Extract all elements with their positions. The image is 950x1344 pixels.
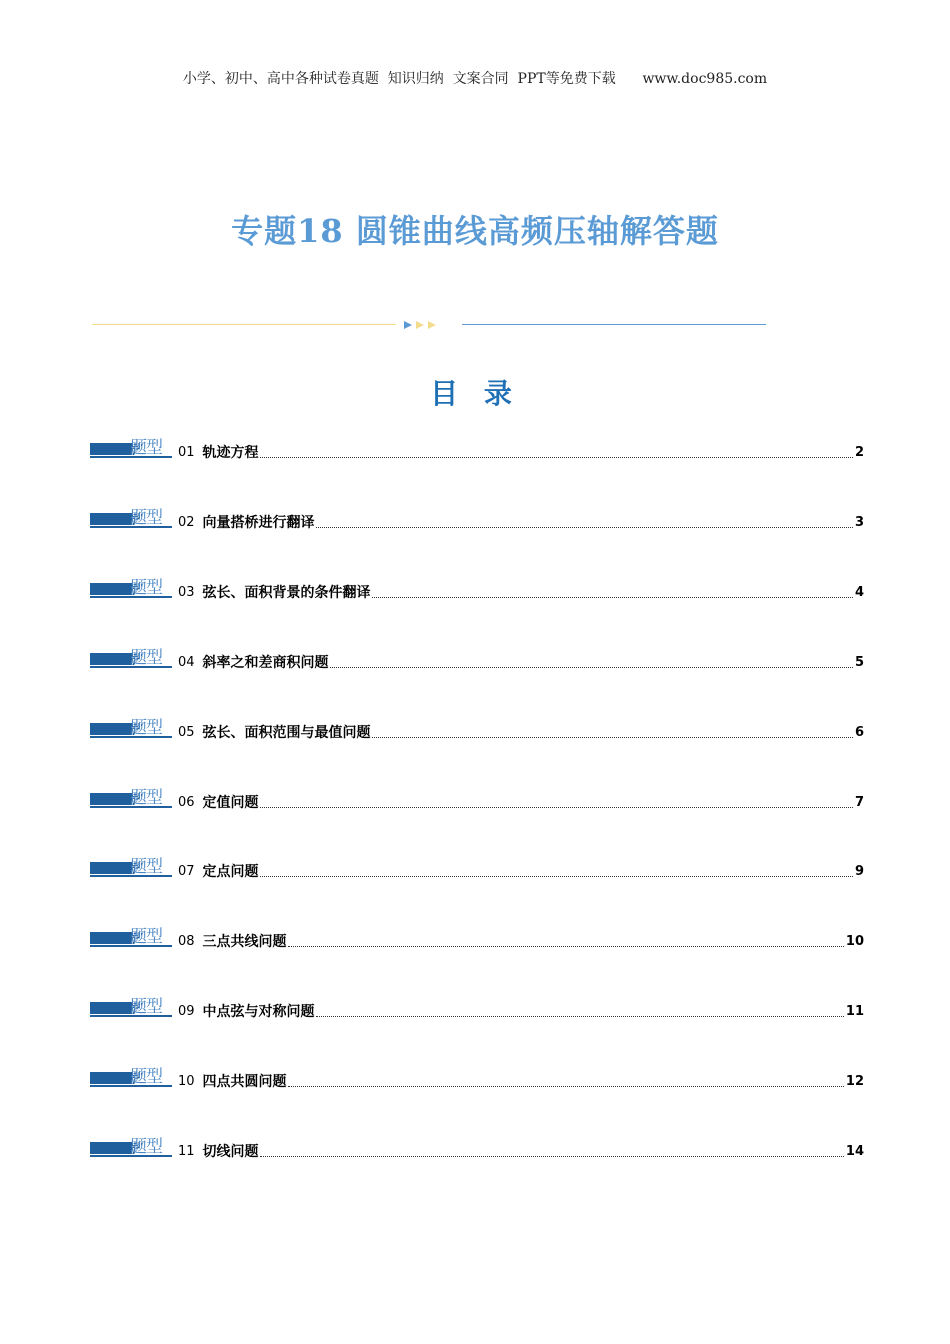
toc-entry-page: 5: [854, 655, 864, 670]
toc-entry-number: 01: [178, 445, 195, 460]
toc-entry-label: 定值问题: [202, 795, 259, 811]
question-type-badge-icon: [90, 787, 172, 811]
toc-entry-label: 定点问题: [202, 864, 259, 880]
toc-entry[interactable]: [90, 856, 864, 880]
toc-dot-leader: [316, 1015, 844, 1017]
toc-entry[interactable]: [90, 787, 864, 811]
question-type-badge-icon: [90, 996, 172, 1020]
badge-bar: [90, 1142, 134, 1154]
question-type-badge-icon: [90, 507, 172, 531]
toc-entry-page: 9: [854, 864, 864, 879]
question-type-badge-icon: [90, 926, 172, 950]
question-type-badge-icon: [90, 856, 172, 880]
badge-text: 题型: [130, 857, 162, 877]
toc-dot-leader: [330, 666, 853, 668]
toc-entry-page: 4: [854, 585, 864, 600]
toc-entry-label: 弦长、面积背景的条件翻译: [202, 585, 371, 601]
toc-entry[interactable]: [90, 926, 864, 950]
toc-entry[interactable]: [90, 1136, 864, 1160]
badge-bar: [90, 1002, 134, 1014]
toc-dot-leader: [260, 1155, 844, 1157]
toc-entry-number: 09: [178, 1004, 195, 1019]
badge-bar: [90, 583, 134, 595]
toc-dot-leader: [260, 875, 853, 877]
toc-entry-page: 6: [854, 725, 864, 740]
toc-entry-page: 14: [845, 1144, 864, 1159]
toc-entry-page: 11: [845, 1004, 864, 1019]
badge-text: 题型: [130, 438, 162, 458]
badge-bar: [90, 793, 134, 805]
badge-bar: [90, 862, 134, 874]
toc-dot-leader: [288, 945, 844, 947]
triple-arrow-icon: [402, 318, 442, 332]
badge-text: 题型: [130, 718, 162, 738]
toc-entry[interactable]: [90, 647, 864, 671]
badge-bar: [90, 653, 134, 665]
divider-right-line: [462, 324, 766, 325]
toc-entry[interactable]: [90, 1066, 864, 1090]
badge-text: 题型: [130, 1067, 162, 1087]
toc-entry[interactable]: [90, 717, 864, 741]
badge-text: 题型: [130, 997, 162, 1017]
toc-dot-leader: [316, 526, 853, 528]
toc-entry-page: 10: [845, 934, 864, 949]
toc-entry-number: 04: [178, 655, 195, 670]
toc-dot-leader: [288, 1085, 844, 1087]
toc-entry-number: 02: [178, 515, 195, 530]
toc-entry-number: 05: [178, 725, 195, 740]
toc-entry[interactable]: [90, 996, 864, 1020]
divider-left-line: [92, 324, 396, 325]
toc-entry-number: 07: [178, 864, 195, 879]
page-header: 小学、初中、高中各种试卷真题 知识归纳 文案合同 PPT等免费下载 www.doc985.com: [182, 71, 768, 87]
question-type-badge-icon: [90, 1136, 172, 1160]
toc-heading: 目 录: [430, 377, 520, 410]
toc-entry[interactable]: [90, 437, 864, 461]
badge-bar: [90, 513, 134, 525]
question-type-badge-icon: [90, 577, 172, 601]
badge-text: 题型: [130, 1137, 162, 1157]
badge-text: 题型: [130, 648, 162, 668]
toc-entry-number: 03: [178, 585, 195, 600]
toc-entry-label: 四点共圆问题: [202, 1074, 287, 1090]
toc-entry-page: 12: [845, 1074, 864, 1089]
toc-entry-label: 三点共线问题: [202, 934, 287, 950]
question-type-badge-icon: [90, 1066, 172, 1090]
toc-entry-page: 3: [854, 515, 864, 530]
toc-entry-number: 08: [178, 934, 195, 949]
toc-entry-number: 10: [178, 1074, 195, 1089]
badge-text: 题型: [130, 578, 162, 598]
badge-bar: [90, 1072, 134, 1084]
badge-bar: [90, 723, 134, 735]
document-title: 专题18 圆锥曲线高频压轴解答题: [231, 212, 719, 250]
question-type-badge-icon: [90, 717, 172, 741]
badge-text: 题型: [130, 508, 162, 528]
toc-entry-label: 弦长、面积范围与最值问题: [202, 725, 371, 741]
toc-entry[interactable]: [90, 577, 864, 601]
toc-dot-leader: [260, 806, 853, 808]
toc-entry-label: 向量搭桥进行翻译: [202, 515, 315, 531]
question-type-badge-icon: [90, 437, 172, 461]
question-type-badge-icon: [90, 647, 172, 671]
badge-bar: [90, 932, 134, 944]
toc-entry-number: 06: [178, 795, 195, 810]
toc-entry-label: 斜率之和差商积问题: [202, 655, 329, 671]
badge-bar: [90, 443, 134, 455]
toc-entry-page: 2: [854, 445, 864, 460]
toc-entry-label: 切线问题: [202, 1144, 259, 1160]
toc-dot-leader: [372, 736, 853, 738]
toc-entry-page: 7: [854, 795, 864, 810]
badge-text: 题型: [130, 927, 162, 947]
toc-dot-leader: [372, 596, 853, 598]
toc-entry-number: 11: [178, 1144, 195, 1159]
toc-entry-label: 中点弦与对称问题: [202, 1004, 315, 1020]
title-divider: [92, 318, 766, 332]
toc-dot-leader: [260, 456, 853, 458]
toc-entry[interactable]: [90, 507, 864, 531]
badge-text: 题型: [130, 788, 162, 808]
toc-entry-label: 轨迹方程: [202, 445, 259, 461]
